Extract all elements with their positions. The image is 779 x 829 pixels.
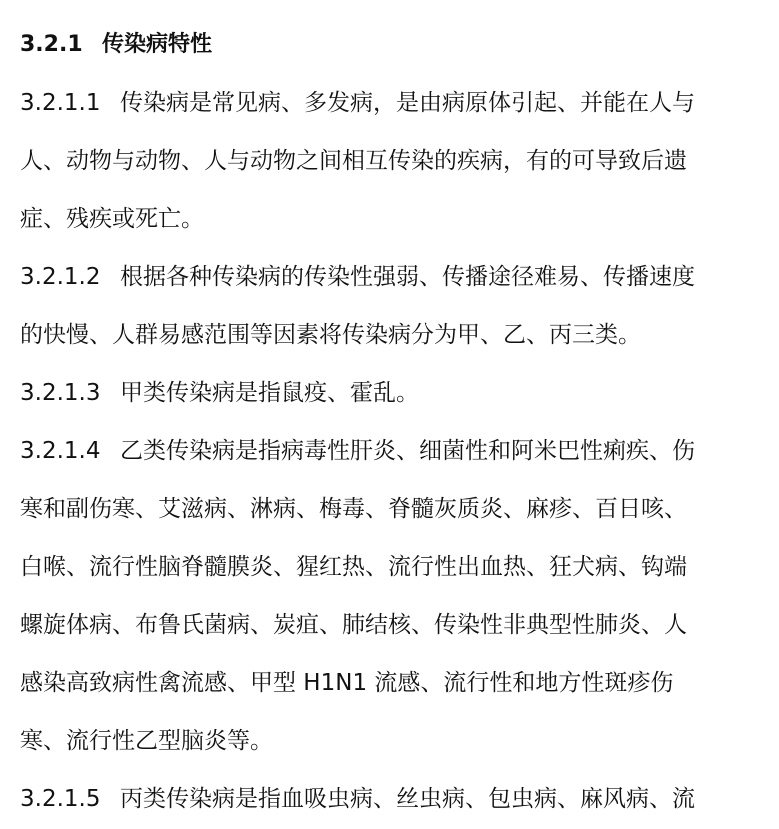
clause-text-line: 乙类传染病是指病毒性肝炎、细菌性和阿米巴性痢疾、伤 — [120, 438, 695, 464]
section-heading — [20, 29, 212, 61]
clause-3-2-1-4 — [20, 422, 779, 770]
clause-text-line: 甲类传染病是指鼠疫、霍乱。 — [120, 380, 419, 406]
section-title: 传染病特性 — [102, 32, 213, 57]
clause-text-line: 的快慢、人群易感范围等因素将传染病分为甲、乙、丙三类。 — [20, 322, 641, 348]
clause-3-2-1-5 — [20, 770, 779, 828]
clause-text-line: 症、残疾或死亡。 — [20, 206, 204, 232]
clause-3-2-1-3 — [20, 364, 779, 422]
section-number: 3.2.1 — [20, 32, 83, 57]
clause-number: 3.2.1.5 — [20, 786, 101, 812]
clause-text-line: 感染高致病性禽流感、甲型 H1N1 流感、流行性和地方性斑疹伤 — [20, 670, 674, 696]
clause-text-line: 根据各种传染病的传染性强弱、传播途径难易、传播速度 — [120, 264, 695, 290]
clause-number: 3.2.1.3 — [20, 380, 101, 406]
clause-number: 3.2.1.4 — [20, 438, 101, 464]
clause-text-line: 传染病是常见病、多发病，是由病原体引起、并能在人与 — [120, 90, 695, 116]
clause-text-line: 寒和副伤寒、艾滋病、淋病、梅毒、脊髓灰质炎、麻疹、百日咳、 — [20, 496, 687, 522]
clause-text-line: 白喉、流行性脑脊髓膜炎、猩红热、流行性出血热、狂犬病、钩端 — [20, 554, 687, 580]
clause-text-line: 人、动物与动物、人与动物之间相互传染的疾病，有的可导致后遗 — [20, 148, 687, 174]
clause-number: 3.2.1.2 — [20, 264, 101, 290]
clause-text-line: 螺旋体病、布鲁氏菌病、炭疽、肺结核、传染性非典型性肺炎、人 — [20, 612, 687, 638]
clause-text-line: 寒、流行性乙型脑炎等。 — [20, 728, 273, 754]
clause-text-line: 丙类传染病是指血吸虫病、丝虫病、包虫病、麻风病、流 — [120, 786, 695, 812]
clause-3-2-1-1 — [20, 74, 779, 248]
clause-3-2-1-2 — [20, 248, 779, 364]
clause-number: 3.2.1.1 — [20, 90, 101, 116]
